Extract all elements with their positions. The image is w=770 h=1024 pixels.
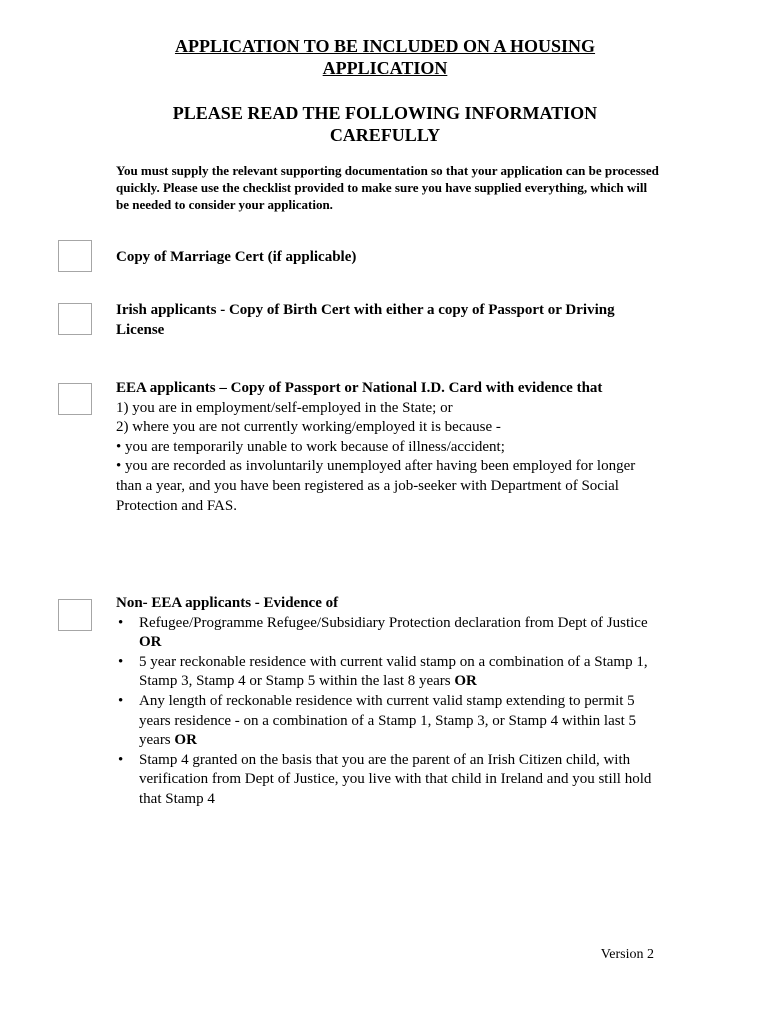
list-item-text: Stamp 4 granted on the basis that you are the parent of an Irish Citizen child, with verification from Dept of Justice, you live with that child in Ireland and you still hold that Stamp 4 bbox=[139, 751, 652, 807]
list-item-text: Any length of reckonable residence with current valid stamp extending to permit 5 years residence - on a combination of a Stamp 1, Stamp 3, or Stamp 4 within last 5 years bbox=[139, 692, 636, 749]
bullet-icon: • bbox=[118, 692, 124, 709]
item-marriage-cert-heading: Copy of Marriage Cert (if applicable) bbox=[116, 249, 357, 265]
list-item-text: Refugee/Programme Refugee/Subsidiary Protection declaration from Dept of Justice bbox=[139, 614, 648, 631]
or-label: OR bbox=[174, 732, 197, 749]
list-item bbox=[116, 614, 661, 653]
bullet-icon: • bbox=[118, 751, 124, 768]
list-item bbox=[116, 751, 661, 810]
list-item-text: 5 year reckonable residence with current valid stamp on a combination of a Stamp 1, Stamp 3, Stamp 4 or Stamp 5 within the last 8 years bbox=[139, 653, 648, 690]
bullet-icon: • bbox=[118, 614, 124, 631]
bullet-icon: • bbox=[118, 653, 124, 670]
checkbox-irish-applicants[interactable] bbox=[58, 303, 92, 335]
item-non-eea-applicants bbox=[116, 594, 661, 810]
eea-evidence-line: • you are recorded as involuntarily unemployed after having been employed for longer than a year, and you have been registered as a job-seeker with Department of Social Protection and FAS. bbox=[116, 458, 636, 514]
eea-evidence-line: 1) you are in employment/self-employed in the State; or bbox=[116, 399, 453, 416]
or-label: OR bbox=[139, 634, 162, 651]
item-eea-applicants bbox=[116, 379, 661, 516]
checkbox-marriage-cert[interactable] bbox=[58, 240, 92, 272]
item-non-eea-applicants-heading: Non- EEA applicants - Evidence of bbox=[116, 595, 339, 611]
intro-paragraph: You must supply the relevant supporting documentation so that your application can be processed quickly. Please use the checklist provided to make sure you have supplied everything, which will be needed to consider your application. bbox=[116, 163, 659, 212]
document-title: APPLICATION TO BE INCLUDED ON A HOUSING APPLICATION bbox=[174, 36, 596, 78]
eea-evidence-line: 2) where you are not currently working/employed it is because - bbox=[116, 419, 501, 436]
item-irish-applicants-heading: Irish applicants - Copy of Birth Cert with either a copy of Passport or Driving License bbox=[116, 302, 615, 338]
non-eea-evidence-list bbox=[116, 614, 661, 810]
item-eea-applicants-heading: EEA applicants – Copy of Passport or National I.D. Card with evidence that bbox=[116, 380, 603, 396]
eea-evidence-line: • you are temporarily unable to work because of illness/accident; bbox=[116, 438, 505, 455]
checkbox-eea-applicants[interactable] bbox=[58, 383, 92, 415]
version-label: Version 2 bbox=[600, 947, 654, 962]
or-label: OR bbox=[454, 673, 477, 690]
document-subtitle: PLEASE READ THE FOLLOWING INFORMATION CAREFULLY bbox=[172, 103, 598, 145]
checkbox-non-eea-applicants[interactable] bbox=[58, 599, 92, 631]
list-item bbox=[116, 692, 661, 751]
list-item bbox=[116, 653, 661, 692]
